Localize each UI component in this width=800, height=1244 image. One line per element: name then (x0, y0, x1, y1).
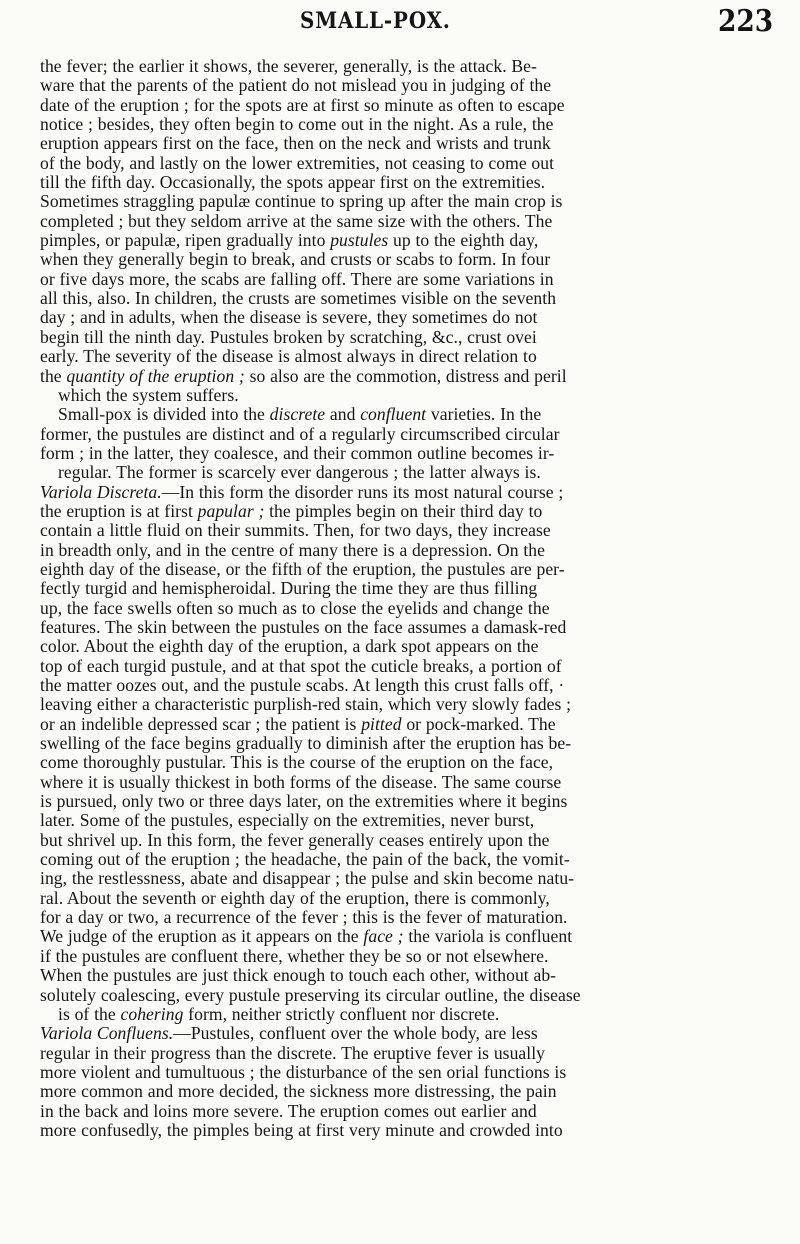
italic-text: quantity of the eruption ; (66, 366, 245, 386)
text-line (40, 212, 792, 231)
running-head: SMALL-POX. (300, 8, 451, 34)
text-line (40, 889, 792, 908)
text-segment: eruption appears first on the face, then on the neck and wrists and trunk (40, 134, 551, 154)
text-line (40, 715, 792, 734)
text-line (40, 1063, 792, 1082)
text-line (40, 483, 792, 502)
text-segment: all this, also. In children, the crusts are sometimes visible on the seventh (40, 289, 557, 309)
italic-text: Variola Confluens. (40, 1024, 174, 1044)
text-segment: more violent and tumultuous ; the disturbance of the sen orial functions is (40, 1062, 567, 1082)
text-line (40, 154, 792, 173)
text-line (40, 386, 792, 405)
text-segment: coming out of the eruption ; the headache, the pain of the back, the vomit- (40, 850, 570, 870)
text-line (40, 676, 792, 695)
italic-text: Variola Discreta. (40, 482, 162, 502)
text-segment: in breadth only, and in the centre of many there is a depression. On the (40, 540, 545, 560)
text-segment: pimples, or papulæ, ripen gradually into (40, 231, 331, 251)
text-line (40, 579, 792, 598)
text-line (40, 367, 792, 386)
text-segment: if the pustules are confluent there, whether they be so or not elsewhere. (40, 946, 549, 966)
text-line (40, 444, 792, 463)
text-line (40, 753, 792, 772)
text-line (40, 76, 792, 95)
italic-text: papular ; (197, 501, 265, 521)
text-segment: leaving either a characteristic purplish-red stain, which very slowly fades ; (40, 695, 572, 715)
text-segment: or an indelible depressed scar ; the patient is (40, 714, 362, 734)
text-line (40, 502, 792, 521)
text-line (40, 966, 792, 985)
text-line (40, 811, 792, 830)
text-line (40, 657, 792, 676)
text-line (40, 599, 792, 618)
text-segment: early. The severity of the disease is almost always in direct relation to (40, 347, 537, 367)
text-segment: contain a little fluid on their summits. Then, for two days, they increase (40, 521, 551, 541)
text-segment: completed ; but they seldom arrive at the same size with the others. The (40, 211, 553, 231)
text-line (40, 134, 792, 153)
text-line (40, 1005, 792, 1024)
text-line (40, 869, 792, 888)
text-line (40, 521, 792, 540)
text-line (40, 347, 792, 366)
text-line (40, 231, 792, 250)
italic-text: pustules (330, 231, 389, 251)
italic-text: face ; (363, 927, 404, 947)
text-segment: in the back and loins more severe. The eruption comes out earlier and (40, 1101, 537, 1121)
text-line (40, 947, 792, 966)
text-segment: ing, the restlessness, abate and disappear ; the pulse and skin become natu- (40, 869, 575, 889)
text-line (40, 792, 792, 811)
text-segment: up, the face swells often so much as to close the eyelids and change the (40, 598, 550, 618)
text-segment: or pock-marked. The (401, 714, 556, 734)
text-line (40, 270, 792, 289)
text-segment: ral. About the seventh or eighth day of the eruption, there is commonly, (40, 888, 550, 908)
text-line (40, 831, 792, 850)
text-line (40, 773, 792, 792)
text-line (40, 328, 792, 347)
text-segment: form, neither strictly confluent nor discrete. (183, 1004, 500, 1024)
text-line (40, 986, 792, 1005)
text-line (40, 405, 792, 424)
text-line (40, 308, 792, 327)
text-line (40, 289, 792, 308)
text-line (40, 695, 792, 714)
text-line (40, 115, 792, 134)
text-line (40, 908, 792, 927)
text-segment: more confusedly, the pimples being at first very minute and crowded into (40, 1120, 563, 1140)
text-line (40, 1121, 792, 1140)
italic-text: confluent (360, 405, 427, 425)
text-segment: but shrivel up. In this form, the fever generally ceases entirely upon the (40, 830, 550, 850)
text-segment: the eruption is at first (40, 501, 198, 521)
text-line (40, 541, 792, 560)
text-segment: or five days more, the scabs are falling off. There are some variations in (40, 269, 554, 289)
text-segment: ware that the parents of the patient do not mislead you in judging of the (40, 76, 552, 96)
text-segment: the pimples begin on their third day to (264, 501, 543, 521)
text-segment: and (325, 405, 361, 425)
text-line (40, 1024, 792, 1043)
body-text (40, 57, 792, 1140)
text-line (40, 425, 792, 444)
text-segment: where it is usually thickest in both forms of the disease. The same course (40, 772, 562, 792)
text-segment: is pursued, only two or three days later, on the extremities where it begins (40, 792, 568, 812)
page-header (0, 0, 800, 56)
text-line (40, 463, 792, 482)
text-segment: when they generally begin to break, and crusts or scabs to form. In four (40, 250, 551, 270)
text-segment: form ; in the latter, they coalesce, and their common outline becomes ir- (40, 443, 555, 463)
text-line (40, 192, 792, 211)
text-segment: is of the (58, 1004, 121, 1024)
text-line (40, 57, 792, 76)
text-line (40, 1102, 792, 1121)
text-segment: —Pustules, confluent over the whole body, are less (173, 1024, 538, 1044)
text-line (40, 1044, 792, 1063)
text-segment: regular in their progress than the discrete. The eruptive fever is usually (40, 1043, 545, 1063)
text-segment: of the body, and lastly on the lower extremities, not ceasing to come out (40, 153, 555, 173)
text-line (40, 927, 792, 946)
text-segment: up to the eighth day, (388, 231, 539, 251)
text-line (40, 96, 792, 115)
text-line (40, 173, 792, 192)
text-segment: We judge of the eruption as it appears on the (40, 927, 364, 947)
text-line (40, 560, 792, 579)
page-number: 223 (718, 4, 774, 39)
text-segment: later. Some of the pustules, especially on the extremities, never burst, (40, 811, 535, 831)
text-segment: Sometimes straggling papulæ continue to spring up after the main crop is (40, 192, 563, 212)
text-segment: the fever; the earlier it shows, the severer, generally, is the attack. Be- (40, 57, 537, 76)
text-segment: more common and more decided, the sickness more distressing, the pain (40, 1082, 557, 1102)
italic-text: cohering (120, 1004, 184, 1024)
text-line (40, 618, 792, 637)
text-line (40, 637, 792, 656)
text-segment: for a day or two, a recurrence of the fever ; this is the fever of maturation. (40, 908, 568, 928)
text-segment: features. The skin between the pustules on the face assumes a damask-red (40, 617, 567, 637)
text-segment: the (40, 366, 67, 386)
text-segment: come thoroughly pustular. This is the course of the eruption on the face, (40, 753, 554, 773)
text-segment: which the system suffers. (58, 385, 239, 405)
text-segment: day ; and in adults, when the disease is severe, they sometimes do not (40, 308, 538, 328)
text-segment: color. About the eighth day of the eruption, a dark spot appears on the (40, 637, 539, 657)
text-line (40, 734, 792, 753)
italic-text: pitted (361, 714, 402, 734)
text-segment: notice ; besides, they often begin to come out in the night. As a rule, the (40, 115, 554, 135)
text-segment: Small-pox is divided into the (58, 405, 270, 425)
text-segment: eighth day of the disease, or the fifth of the eruption, the pustules are per- (40, 559, 565, 579)
text-segment: the variola is confluent (403, 927, 573, 947)
text-segment: —In this form the disorder runs its most natural course ; (161, 482, 564, 502)
text-segment: swelling of the face begins gradually to diminish after the eruption has be- (40, 734, 572, 754)
text-segment: date of the eruption ; for the spots are at first so minute as often to escape (40, 95, 565, 115)
text-line (40, 250, 792, 269)
text-segment: When the pustules are just thick enough to touch each other, without ab- (40, 966, 557, 986)
text-segment: begin till the ninth day. Pustules broken by scratching, &c., crust ovei (40, 327, 537, 347)
text-line (40, 850, 792, 869)
text-segment: the matter oozes out, and the pustule scabs. At length this crust falls off, · (40, 676, 565, 695)
text-segment: varieties. In the (426, 405, 542, 425)
text-segment: till the fifth day. Occasionally, the spots appear first on the extremities. (40, 173, 546, 193)
text-segment: solutely coalescing, every pustule preserving its circular outline, the disease (40, 985, 581, 1005)
text-segment: former, the pustules are distinct and of a regularly circumscribed circular (40, 424, 560, 444)
italic-text: discrete (269, 405, 326, 425)
text-segment: regular. The former is scarcely ever dangerous ; the latter always is. (58, 463, 541, 483)
text-line (40, 1082, 792, 1101)
text-segment: fectly turgid and hemispheroidal. During the time they are thus filling (40, 579, 538, 599)
text-segment: top of each turgid pustule, and at that spot the cuticle breaks, a portion of (40, 656, 562, 676)
text-segment: so also are the commotion, distress and peril (244, 366, 567, 386)
